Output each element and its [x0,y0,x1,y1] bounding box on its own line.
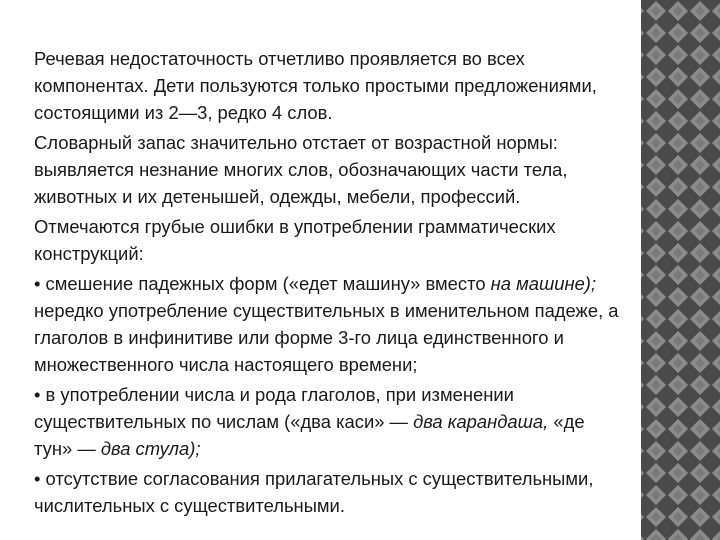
paragraph-syntax: Речевая недостаточность отчетливо проявляется во всех компонентах. Дети пользуются только простыми предложениями, состоящими из 2—3, редко 4 слов. [34,48,597,123]
bullet-case-forms [34,270,624,297]
bullet-number-gender-text: • в употреблении числа и рода глаголов, при изменении существительных по числам («два каси» — [34,384,514,432]
diamond-pattern [641,0,720,540]
slide-body-text [34,45,624,522]
bullet-agreement: • отсутствие согласования прилагательных с существительными, числительных с существительными. [34,468,594,516]
paragraph-vocabulary: Словарный запас значительно отстает от возрастной нормы: выявляется незнание многих слов, обозначающих части тела, животных и их детенышей, одежды, мебели, профессий. [34,132,568,207]
paragraph-nominative-infinitive: нередко употребление существительных в именительном падеже, а глаголов в инфинитиве или форме 3-го лица единственного и множественного числа настоящего времени; [34,300,619,375]
bullet-number-gender [34,381,624,462]
bullet-case-forms-text: • смешение падежных форм («едет машину» вместо [34,273,491,294]
bullet-number-gender-example-2: два стула); [100,438,201,459]
bullet-number-gender-example-1: два карандаша, [413,411,549,432]
bullet-number-gender-text-2: «де тун» — [34,411,585,459]
decorative-pattern-strip [641,0,720,540]
paragraph-grammar-intro: Отмечаются грубые ошибки в употреблении грамматических конструкций: [34,216,556,264]
bullet-case-forms-example: на машине); [490,273,597,294]
